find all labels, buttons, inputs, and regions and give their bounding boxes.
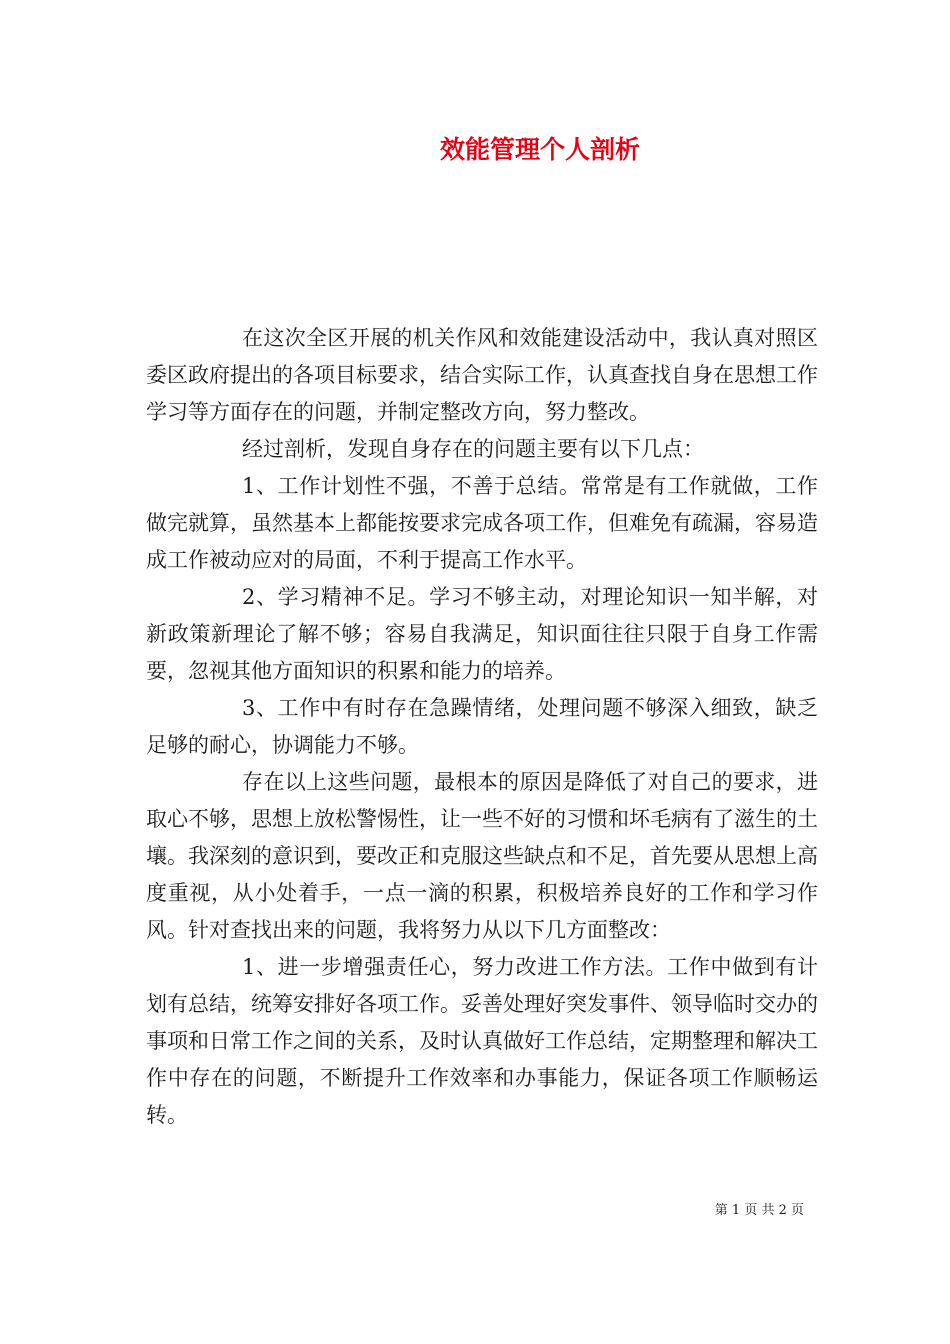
paragraph: 经过剖析，发现自身存在的问题主要有以下几点： <box>242 437 704 461</box>
paragraph: 1、工作计划性不强，不善于总结。常常是有工作就做，工作做完就算，虽然基本上都能按要求完成各项工作，但难免有疏漏，容易造成工作被动应对的局面，不利于提高工作水平。 <box>146 474 818 572</box>
document-title: 效能管理个人剖析 <box>439 135 640 164</box>
paragraph: 2、学习精神不足。学习不够主动，对理论知识一知半解，对新政策新理论了解不够；容易自我满足，知识面往往只限于自身工作需要，忽视其他方面知识的积累和能力的培养。 <box>146 585 818 683</box>
paragraph: 3、工作中有时存在急躁情绪，处理问题不够深入细致，缺乏足够的耐心，协调能力不够。 <box>146 696 818 757</box>
paragraph: 在这次全区开展的机关作风和效能建设活动中，我认真对照区委区政府提出的各项目标要求，结合实际工作，认真查找自身在思想工作学习等方面存在的问题，并制定整改方向，努力整改。 <box>146 326 818 424</box>
paragraph: 1、进一步增强责任心，努力改进工作方法。工作中做到有计划有总结，统筹安排好各项工作。妥善处理好突发事件、领导临时交办的事项和日常工作之间的关系，及时认真做好工作总结，定期整理和解决工作中存在的问题，不断提升工作效率和办事能力，保证各项工作顺畅运转。 <box>146 955 818 1127</box>
page-indicator: 第 1 页 共 2 页 <box>714 1203 804 1218</box>
paragraph: 存在以上这些问题，最根本的原因是降低了对自己的要求，进取心不够，思想上放松警惕性，让一些不好的习惯和坏毛病有了滋生的土壤。我深刻的意识到，要改正和克服这些缺点和不足，首先要从思想上高度重视，从小处着手，一点一滴的积累，积极培养良好的工作和学习作风。针对查找出来的问题，我将努力从以下几方面整改： <box>146 770 818 942</box>
document-body <box>146 320 818 1134</box>
